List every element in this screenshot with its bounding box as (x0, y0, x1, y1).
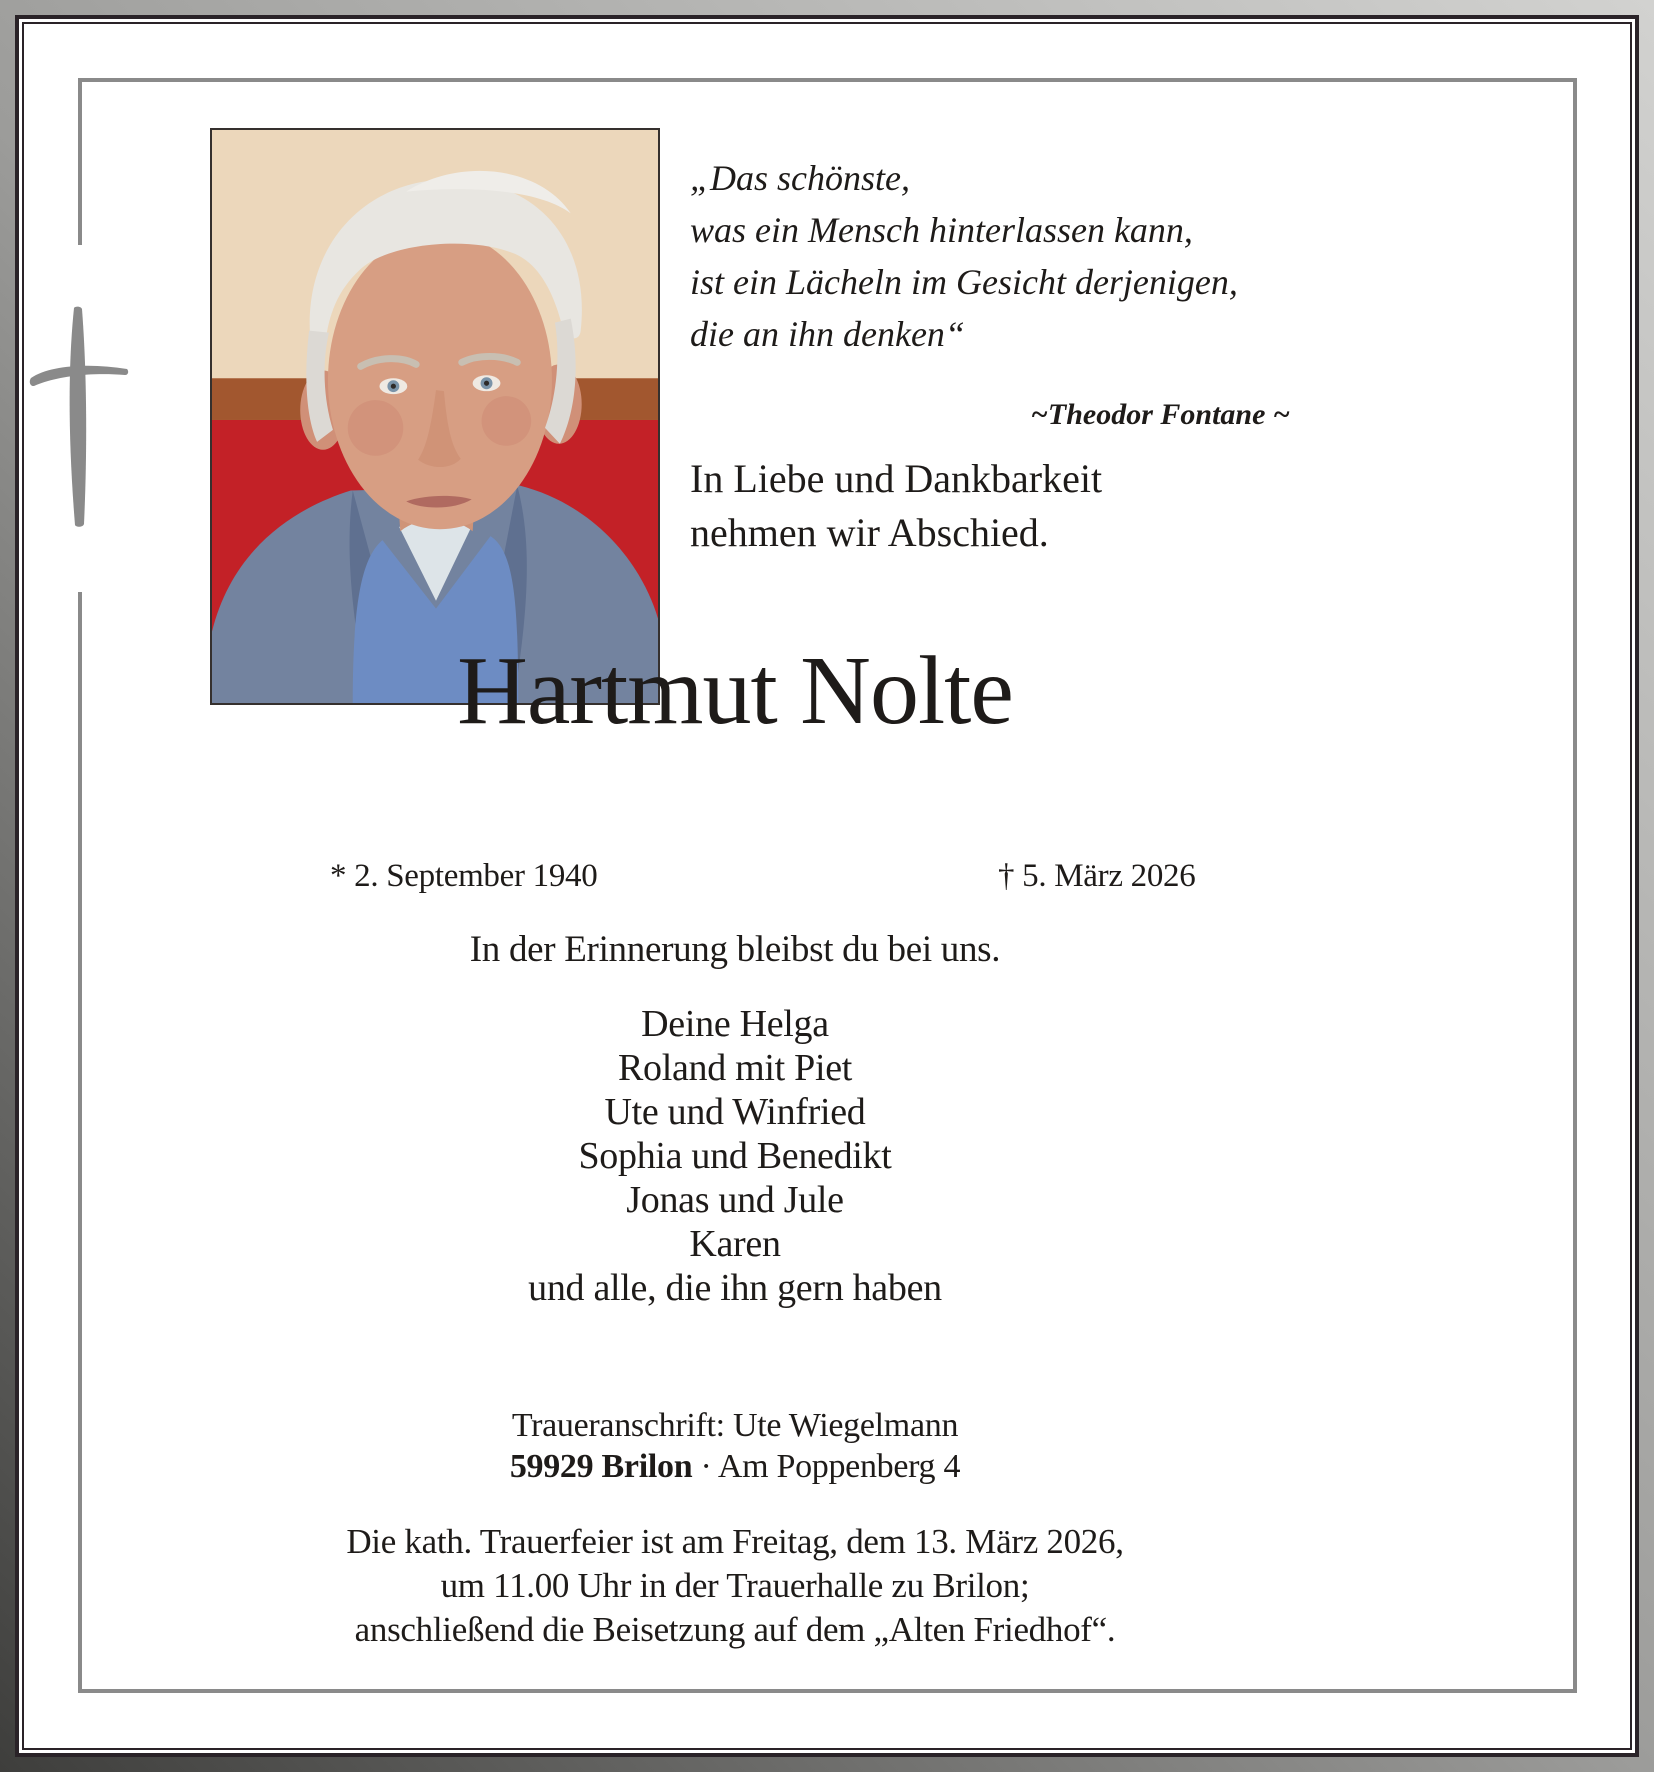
inner-frame-right (1573, 78, 1577, 1693)
farewell-line: In Liebe und Dankbarkeit (690, 456, 1103, 501)
birth-date: * 2. September 1940 (330, 858, 598, 894)
address-city: 59929 Brilon (509, 1448, 693, 1485)
mourner-line: Sophia und Benedikt (578, 1135, 892, 1177)
inner-frame-left-upper (78, 78, 82, 245)
mourner-line: und alle, die ihn gern haben (528, 1267, 942, 1309)
quote-line: ist ein Lächeln im Gesicht derjenigen, (690, 262, 1238, 302)
inner-frame-top (78, 78, 1577, 82)
farewell-text (690, 452, 1102, 560)
address-street: Am Poppenberg 4 (717, 1448, 961, 1485)
service-line: Die kath. Trauerfeier ist am Freitag, dem 13. März 2026, (346, 1522, 1124, 1561)
service-info (0, 1520, 1470, 1652)
mourner-line: Jonas und Jule (626, 1179, 844, 1221)
mourner-line: Deine Helga (641, 1003, 829, 1045)
service-line: anschließend die Beisetzung auf dem „Alten Friedhof“. (354, 1610, 1116, 1649)
deceased-name: Hartmut Nolte (457, 637, 1013, 745)
quote-line: die an ihn denken“ (690, 314, 965, 354)
mourning-address (0, 1405, 1470, 1487)
service-line: um 11.00 Uhr in der Trauerhalle zu Brilon; (440, 1566, 1030, 1605)
inner-frame-bottom (78, 1689, 1577, 1693)
remembrance-line: In der Erinnerung bleibst du bei uns. (469, 929, 1001, 970)
address-line: Traueranschrift: Ute Wiegelmann (511, 1407, 959, 1444)
address-line (0, 1446, 1470, 1487)
portrait-photo (210, 128, 660, 705)
quote-block (690, 152, 1238, 360)
death-date: † 5. März 2026 (998, 858, 1196, 894)
quote-attribution: ~Theodor Fontane ~ (1030, 398, 1290, 431)
farewell-line: nehmen wir Abschied. (690, 510, 1049, 555)
quote-line: „Das schönste, (690, 158, 911, 198)
address-separator: · (692, 1448, 718, 1485)
mourner-line: Ute und Winfried (604, 1091, 866, 1133)
mourner-line: Karen (689, 1223, 781, 1265)
quote-line: was ein Mensch hinterlassen kann, (690, 210, 1193, 250)
mourner-line: Roland mit Piet (617, 1047, 853, 1089)
cross-icon (28, 306, 130, 528)
mourners-list (0, 1002, 1470, 1310)
